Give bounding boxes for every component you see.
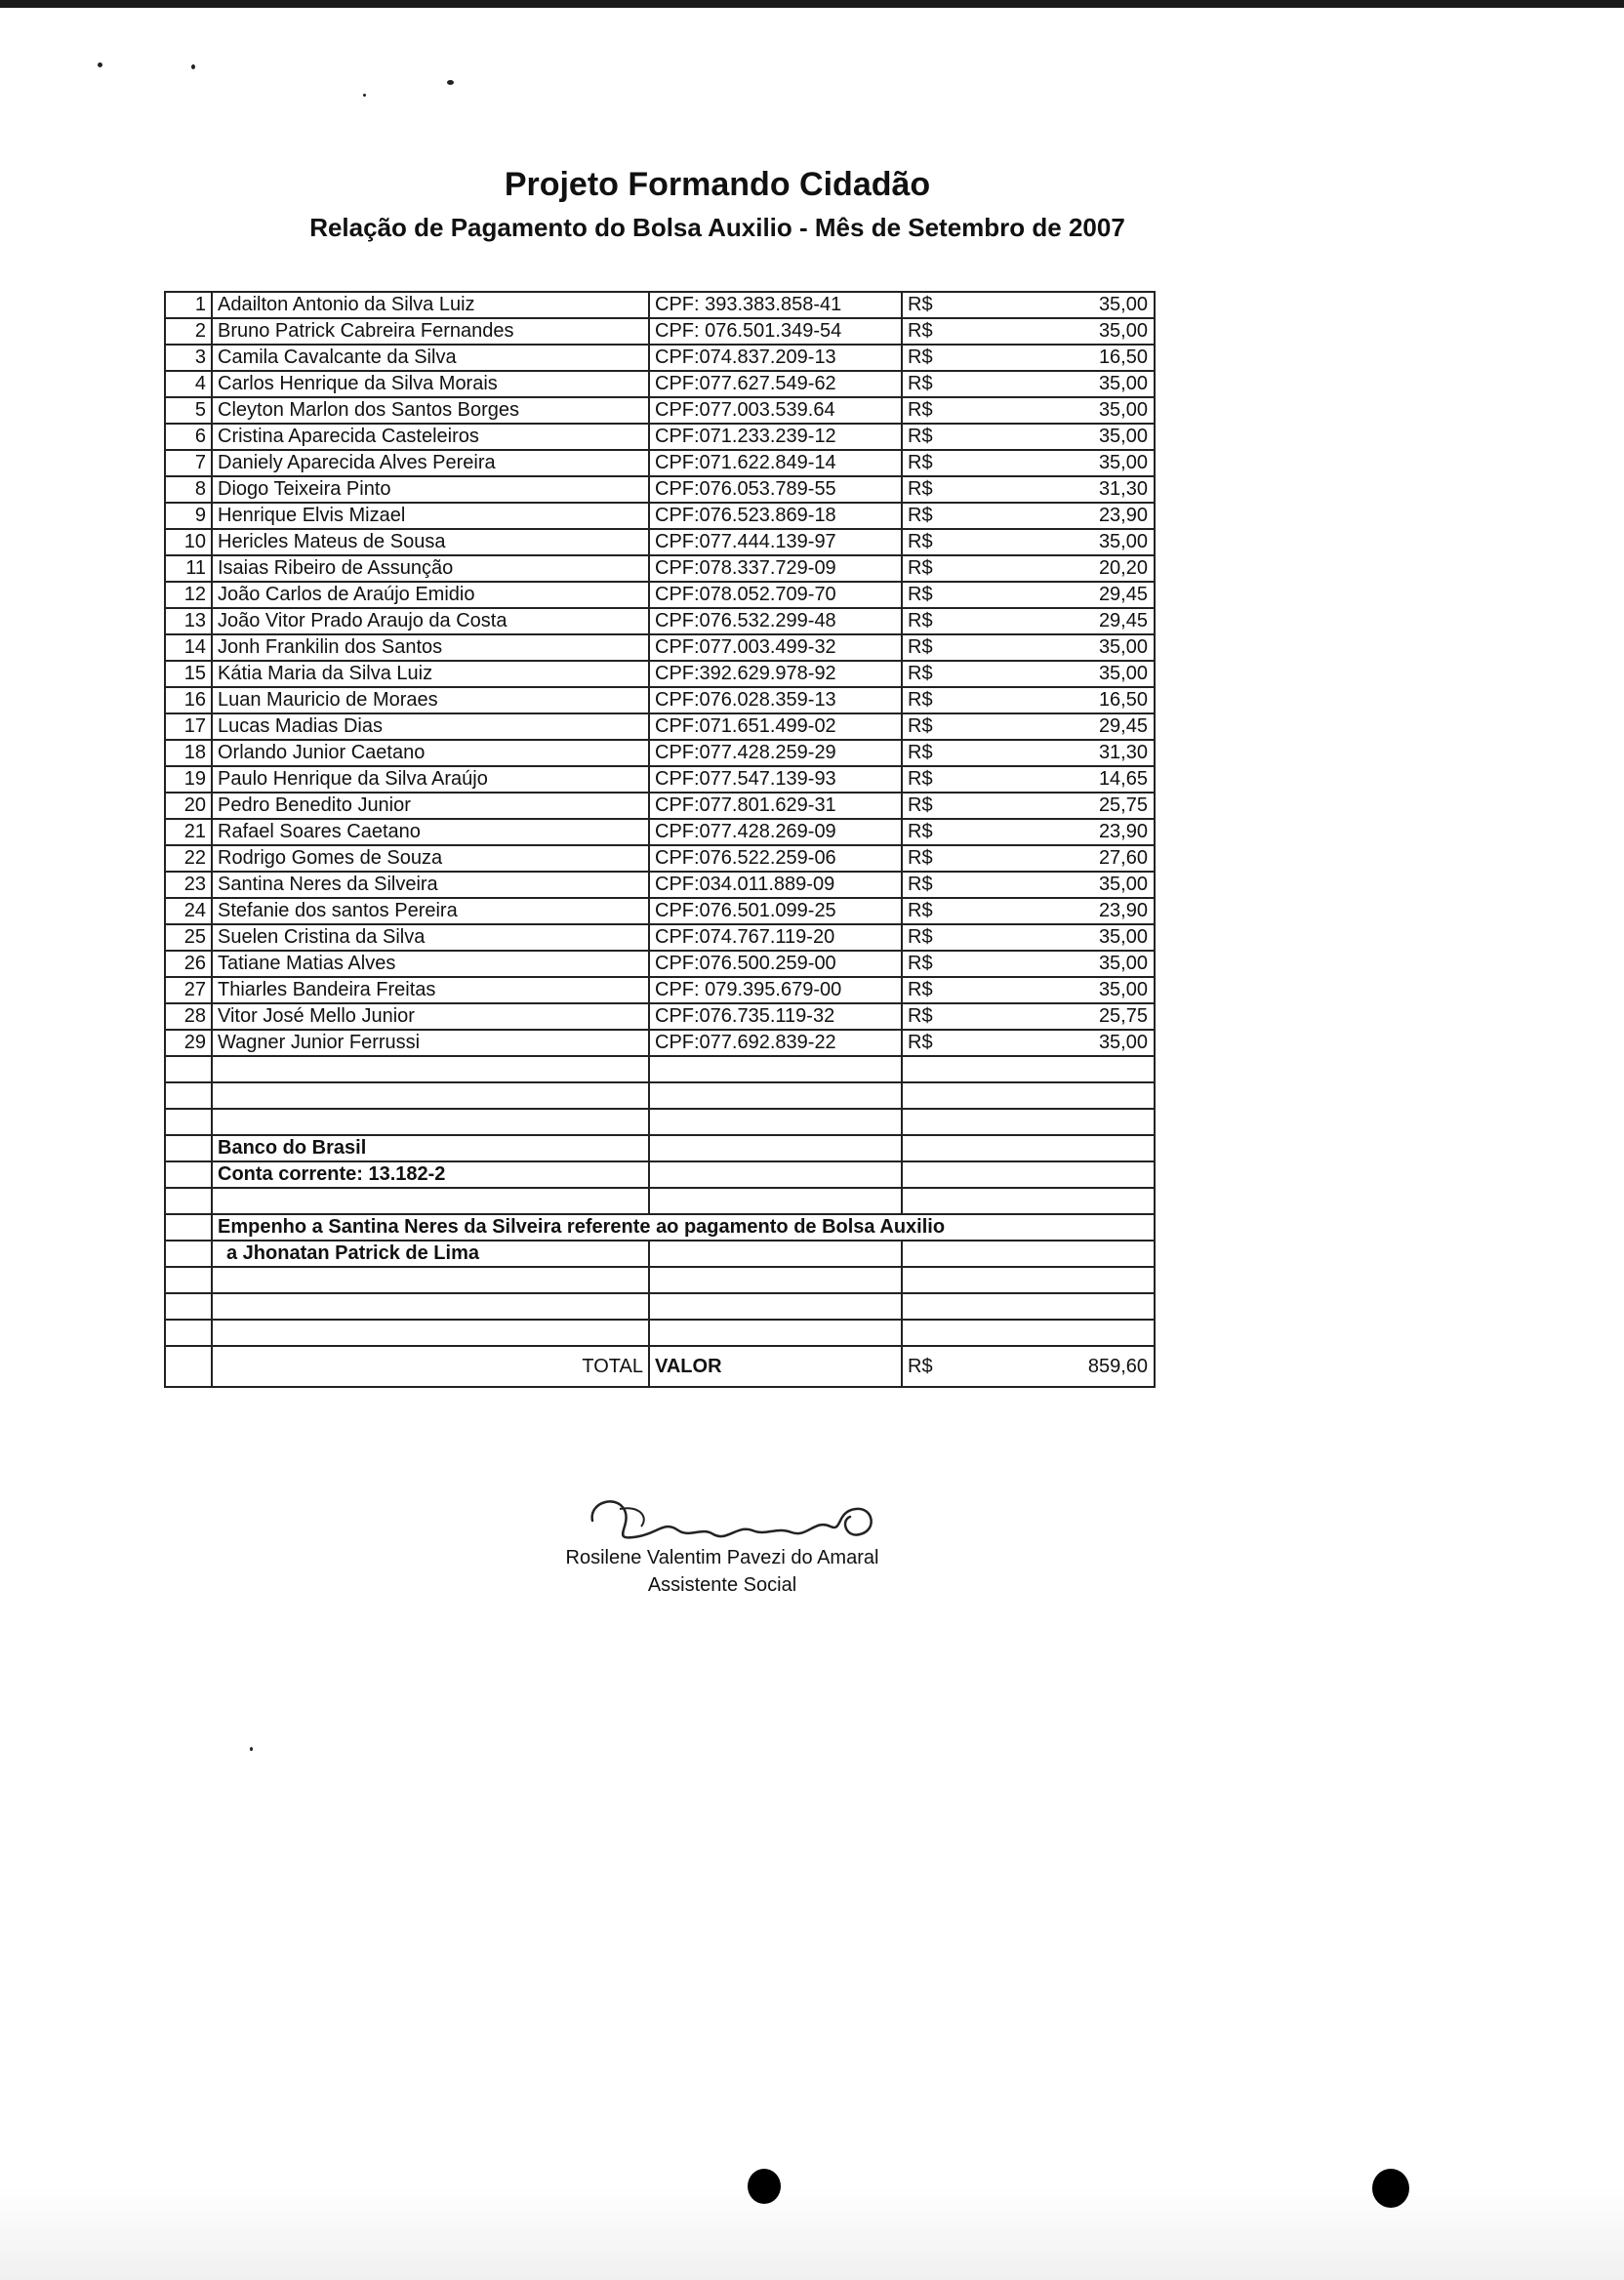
currency-symbol: R$ [908, 953, 933, 974]
beneficiary-name: Kátia Maria da Silva Luiz [212, 661, 649, 687]
amount-value: 35,00 [1098, 953, 1148, 974]
currency-symbol: R$ [908, 900, 933, 921]
amount-cell [902, 608, 1155, 634]
currency-symbol: R$ [908, 557, 933, 579]
row-number: 24 [165, 898, 212, 924]
currency-symbol: R$ [908, 742, 933, 763]
row-number: 5 [165, 397, 212, 424]
beneficiary-name: Pedro Benedito Junior [212, 793, 649, 819]
beneficiary-name: Tatiane Matias Alves [212, 951, 649, 977]
cpf-number: CPF:076.053.789-55 [649, 476, 902, 503]
currency-symbol: R$ [908, 531, 933, 552]
amount-value: 29,45 [1098, 610, 1148, 631]
table-footer [165, 1056, 1155, 1387]
total-row [165, 1346, 1155, 1387]
cpf-number: CPF: 076.501.349-54 [649, 318, 902, 345]
amount-cell [902, 793, 1155, 819]
amount-cell [902, 819, 1155, 845]
amount-cell [902, 529, 1155, 555]
row-number: 17 [165, 713, 212, 740]
amount-value: 14,65 [1098, 768, 1148, 790]
row-number: 22 [165, 845, 212, 872]
cpf-number: CPF:071.651.499-02 [649, 713, 902, 740]
beneficiary-name: Stefanie dos santos Pereira [212, 898, 649, 924]
row-number: 29 [165, 1030, 212, 1056]
amount-value: 23,90 [1098, 821, 1148, 842]
cpf-number: CPF:077.444.139-97 [649, 529, 902, 555]
amount-cell [902, 318, 1155, 345]
cpf-number: CPF:077.627.549-62 [649, 371, 902, 397]
table-row [165, 740, 1155, 766]
table-row [165, 450, 1155, 476]
currency-symbol: R$ [908, 505, 933, 526]
bank-account: Conta corrente: 13.182-2 [212, 1161, 649, 1188]
row-number: 10 [165, 529, 212, 555]
bank-account-row [165, 1161, 1155, 1188]
table-row [165, 634, 1155, 661]
blank-row [165, 1082, 1155, 1109]
currency-symbol: R$ [908, 926, 933, 948]
row-number: 4 [165, 371, 212, 397]
beneficiary-name: João Carlos de Araújo Emidio [212, 582, 649, 608]
currency-symbol: R$ [908, 636, 933, 658]
table-row [165, 951, 1155, 977]
amount-cell [902, 345, 1155, 371]
cpf-number: CPF:076.501.099-25 [649, 898, 902, 924]
table-row [165, 924, 1155, 951]
row-number: 13 [165, 608, 212, 634]
beneficiary-name: João Vitor Prado Araujo da Costa [212, 608, 649, 634]
cpf-number: CPF:034.011.889-09 [649, 872, 902, 898]
beneficiary-name: Lucas Madias Dias [212, 713, 649, 740]
amount-cell [902, 397, 1155, 424]
cpf-number: CPF:077.003.539.64 [649, 397, 902, 424]
scan-bottom-shadow [0, 2186, 1624, 2280]
cpf-number: CPF:076.532.299-48 [649, 608, 902, 634]
amount-cell [902, 661, 1155, 687]
row-number: 3 [165, 345, 212, 371]
currency-symbol: R$ [908, 399, 933, 421]
table-row [165, 713, 1155, 740]
amount-value: 35,00 [1098, 531, 1148, 552]
amount-cell [902, 555, 1155, 582]
note-row-1 [165, 1214, 1155, 1241]
row-number: 6 [165, 424, 212, 450]
table-row [165, 371, 1155, 397]
scan-speck [250, 1747, 253, 1751]
currency-symbol: R$ [908, 768, 933, 790]
beneficiary-name: Isaias Ribeiro de Assunção [212, 555, 649, 582]
amount-value: 35,00 [1098, 636, 1148, 658]
beneficiary-name: Orlando Junior Caetano [212, 740, 649, 766]
cpf-number: CPF:077.801.629-31 [649, 793, 902, 819]
table-row [165, 397, 1155, 424]
cpf-number: CPF:076.028.359-13 [649, 687, 902, 713]
total-amount: 859,60 [1087, 1355, 1148, 1377]
row-number: 18 [165, 740, 212, 766]
table-row [165, 345, 1155, 371]
currency-symbol: R$ [908, 663, 933, 684]
table-row [165, 872, 1155, 898]
amount-cell [902, 450, 1155, 476]
blank-row [165, 1293, 1155, 1320]
currency-symbol: R$ [908, 320, 933, 342]
amount-cell [902, 872, 1155, 898]
amount-cell [902, 1030, 1155, 1056]
amount-value: 31,30 [1098, 478, 1148, 500]
row-number: 16 [165, 687, 212, 713]
amount-cell [902, 977, 1155, 1003]
page-subtitle: Relação de Pagamento do Bolsa Auxilio - Mês de Setembro de 2007 [309, 213, 1125, 242]
row-number: 12 [165, 582, 212, 608]
amount-value: 27,60 [1098, 847, 1148, 869]
cpf-number: CPF:078.337.729-09 [649, 555, 902, 582]
amount-cell [902, 924, 1155, 951]
table-row [165, 318, 1155, 345]
amount-cell [902, 1003, 1155, 1030]
cpf-number: CPF:076.522.259-06 [649, 845, 902, 872]
cpf-number: CPF:076.523.869-18 [649, 503, 902, 529]
currency-symbol: R$ [908, 847, 933, 869]
amount-value: 29,45 [1098, 584, 1148, 605]
row-number: 26 [165, 951, 212, 977]
amount-cell [902, 292, 1155, 318]
row-number: 28 [165, 1003, 212, 1030]
amount-value: 35,00 [1098, 926, 1148, 948]
table-row [165, 687, 1155, 713]
total-currency: R$ [908, 1355, 933, 1377]
row-number: 14 [165, 634, 212, 661]
cpf-number: CPF:077.428.269-09 [649, 819, 902, 845]
blank-row [165, 1056, 1155, 1082]
beneficiary-name: Luan Mauricio de Moraes [212, 687, 649, 713]
page-title: Projeto Formando Cidadão [504, 166, 931, 203]
beneficiary-name: Vitor José Mello Junior [212, 1003, 649, 1030]
cpf-number: CPF: 393.383.858-41 [649, 292, 902, 318]
cpf-number: CPF:071.233.239-12 [649, 424, 902, 450]
amount-value: 35,00 [1098, 663, 1148, 684]
blank-row [165, 1109, 1155, 1135]
cpf-number: CPF:071.622.849-14 [649, 450, 902, 476]
beneficiary-name: Santina Neres da Silveira [212, 872, 649, 898]
signatory-name: Rosilene Valentim Pavezi do Amaral [565, 1547, 879, 1568]
table-row [165, 608, 1155, 634]
row-number: 7 [165, 450, 212, 476]
beneficiary-name: Henrique Elvis Mizael [212, 503, 649, 529]
amount-value: 35,00 [1098, 979, 1148, 1000]
beneficiary-name: Jonh Frankilin dos Santos [212, 634, 649, 661]
cpf-number: CPF:074.837.209-13 [649, 345, 902, 371]
scan-speck [363, 94, 366, 97]
table-row [165, 977, 1155, 1003]
beneficiary-name: Camila Cavalcante da Silva [212, 345, 649, 371]
beneficiary-name: Hericles Mateus de Sousa [212, 529, 649, 555]
currency-symbol: R$ [908, 715, 933, 737]
table-row [165, 819, 1155, 845]
note-line-1: Empenho a Santina Neres da Silveira referente ao pagamento de Bolsa Auxilio [212, 1214, 1155, 1241]
beneficiary-name: Bruno Patrick Cabreira Fernandes [212, 318, 649, 345]
blank-row [165, 1320, 1155, 1346]
cpf-number: CPF: 079.395.679-00 [649, 977, 902, 1003]
amount-value: 35,00 [1098, 294, 1148, 315]
row-number: 25 [165, 924, 212, 951]
beneficiary-name: Suelen Cristina da Silva [212, 924, 649, 951]
table-row [165, 555, 1155, 582]
currency-symbol: R$ [908, 584, 933, 605]
amount-cell [902, 845, 1155, 872]
amount-value: 35,00 [1098, 1032, 1148, 1053]
table-row [165, 529, 1155, 555]
row-number: 9 [165, 503, 212, 529]
beneficiary-name: Cristina Aparecida Casteleiros [212, 424, 649, 450]
amount-value: 23,90 [1098, 505, 1148, 526]
amount-value: 29,45 [1098, 715, 1148, 737]
amount-value: 25,75 [1098, 794, 1148, 816]
cpf-number: CPF:077.547.139-93 [649, 766, 902, 793]
amount-value: 16,50 [1098, 346, 1148, 368]
amount-value: 35,00 [1098, 399, 1148, 421]
row-number: 21 [165, 819, 212, 845]
amount-value: 25,75 [1098, 1005, 1148, 1027]
blank-row [165, 1267, 1155, 1293]
currency-symbol: R$ [908, 979, 933, 1000]
table-row [165, 793, 1155, 819]
beneficiary-name: Thiarles Bandeira Freitas [212, 977, 649, 1003]
row-number: 19 [165, 766, 212, 793]
payment-rows [165, 292, 1155, 1056]
amount-cell [902, 476, 1155, 503]
scan-top-border [0, 0, 1624, 8]
row-number: 11 [165, 555, 212, 582]
amount-cell [902, 582, 1155, 608]
cpf-number: CPF:077.692.839-22 [649, 1030, 902, 1056]
amount-cell [902, 766, 1155, 793]
cpf-number: CPF:078.052.709-70 [649, 582, 902, 608]
amount-value: 35,00 [1098, 373, 1148, 394]
row-number: 8 [165, 476, 212, 503]
payment-table [164, 291, 1156, 1388]
beneficiary-name: Diogo Teixeira Pinto [212, 476, 649, 503]
currency-symbol: R$ [908, 373, 933, 394]
amount-value: 35,00 [1098, 320, 1148, 342]
bank-name-row [165, 1135, 1155, 1161]
currency-symbol: R$ [908, 426, 933, 447]
total-amount-cell [902, 1346, 1155, 1387]
beneficiary-name: Wagner Junior Ferrussi [212, 1030, 649, 1056]
note-row-2 [165, 1241, 1155, 1267]
total-label: TOTAL [212, 1346, 649, 1387]
amount-cell [902, 371, 1155, 397]
currency-symbol: R$ [908, 1032, 933, 1053]
amount-value: 35,00 [1098, 874, 1148, 895]
cpf-number: CPF:392.629.978-92 [649, 661, 902, 687]
bank-name: Banco do Brasil [212, 1135, 649, 1161]
beneficiary-name: Adailton Antonio da Silva Luiz [212, 292, 649, 318]
table-row [165, 766, 1155, 793]
scan-speck [191, 64, 195, 69]
beneficiary-name: Rodrigo Gomes de Souza [212, 845, 649, 872]
table-row [165, 898, 1155, 924]
table-row [165, 845, 1155, 872]
amount-cell [902, 740, 1155, 766]
currency-symbol: R$ [908, 610, 933, 631]
amount-cell [902, 713, 1155, 740]
amount-cell [902, 634, 1155, 661]
amount-value: 23,90 [1098, 900, 1148, 921]
table-row [165, 661, 1155, 687]
amount-cell [902, 898, 1155, 924]
currency-symbol: R$ [908, 1005, 933, 1027]
total-value-label: VALOR [649, 1346, 902, 1387]
amount-value: 35,00 [1098, 426, 1148, 447]
table-row [165, 424, 1155, 450]
table-row [165, 292, 1155, 318]
table-row [165, 503, 1155, 529]
row-number: 15 [165, 661, 212, 687]
cpf-number: CPF:077.428.259-29 [649, 740, 902, 766]
amount-cell [902, 424, 1155, 450]
beneficiary-name: Daniely Aparecida Alves Pereira [212, 450, 649, 476]
row-number: 2 [165, 318, 212, 345]
row-number: 1 [165, 292, 212, 318]
amount-cell [902, 951, 1155, 977]
amount-value: 35,00 [1098, 452, 1148, 473]
currency-symbol: R$ [908, 794, 933, 816]
table-row [165, 1003, 1155, 1030]
currency-symbol: R$ [908, 821, 933, 842]
currency-symbol: R$ [908, 346, 933, 368]
cpf-number: CPF:076.500.259-00 [649, 951, 902, 977]
table-row [165, 582, 1155, 608]
currency-symbol: R$ [908, 874, 933, 895]
scan-speck [447, 80, 454, 85]
row-number: 20 [165, 793, 212, 819]
beneficiary-name: Paulo Henrique da Silva Araújo [212, 766, 649, 793]
blank-row [165, 1188, 1155, 1214]
currency-symbol: R$ [908, 452, 933, 473]
table-row [165, 476, 1155, 503]
cpf-number: CPF:076.735.119-32 [649, 1003, 902, 1030]
amount-value: 20,20 [1098, 557, 1148, 579]
beneficiary-name: Cleyton Marlon dos Santos Borges [212, 397, 649, 424]
currency-symbol: R$ [908, 478, 933, 500]
currency-symbol: R$ [908, 294, 933, 315]
amount-value: 16,50 [1098, 689, 1148, 711]
amount-value: 31,30 [1098, 742, 1148, 763]
cpf-number: CPF:074.767.119-20 [649, 924, 902, 951]
row-number: 27 [165, 977, 212, 1003]
row-number: 23 [165, 872, 212, 898]
beneficiary-name: Rafael Soares Caetano [212, 819, 649, 845]
amount-cell [902, 687, 1155, 713]
amount-cell [902, 503, 1155, 529]
cpf-number: CPF:077.003.499-32 [649, 634, 902, 661]
table-row [165, 1030, 1155, 1056]
currency-symbol: R$ [908, 689, 933, 711]
note-line-2: a Jhonatan Patrick de Lima [212, 1241, 649, 1267]
signatory-role: Assistente Social [647, 1574, 797, 1596]
beneficiary-name: Carlos Henrique da Silva Morais [212, 371, 649, 397]
scan-speck [98, 62, 102, 67]
